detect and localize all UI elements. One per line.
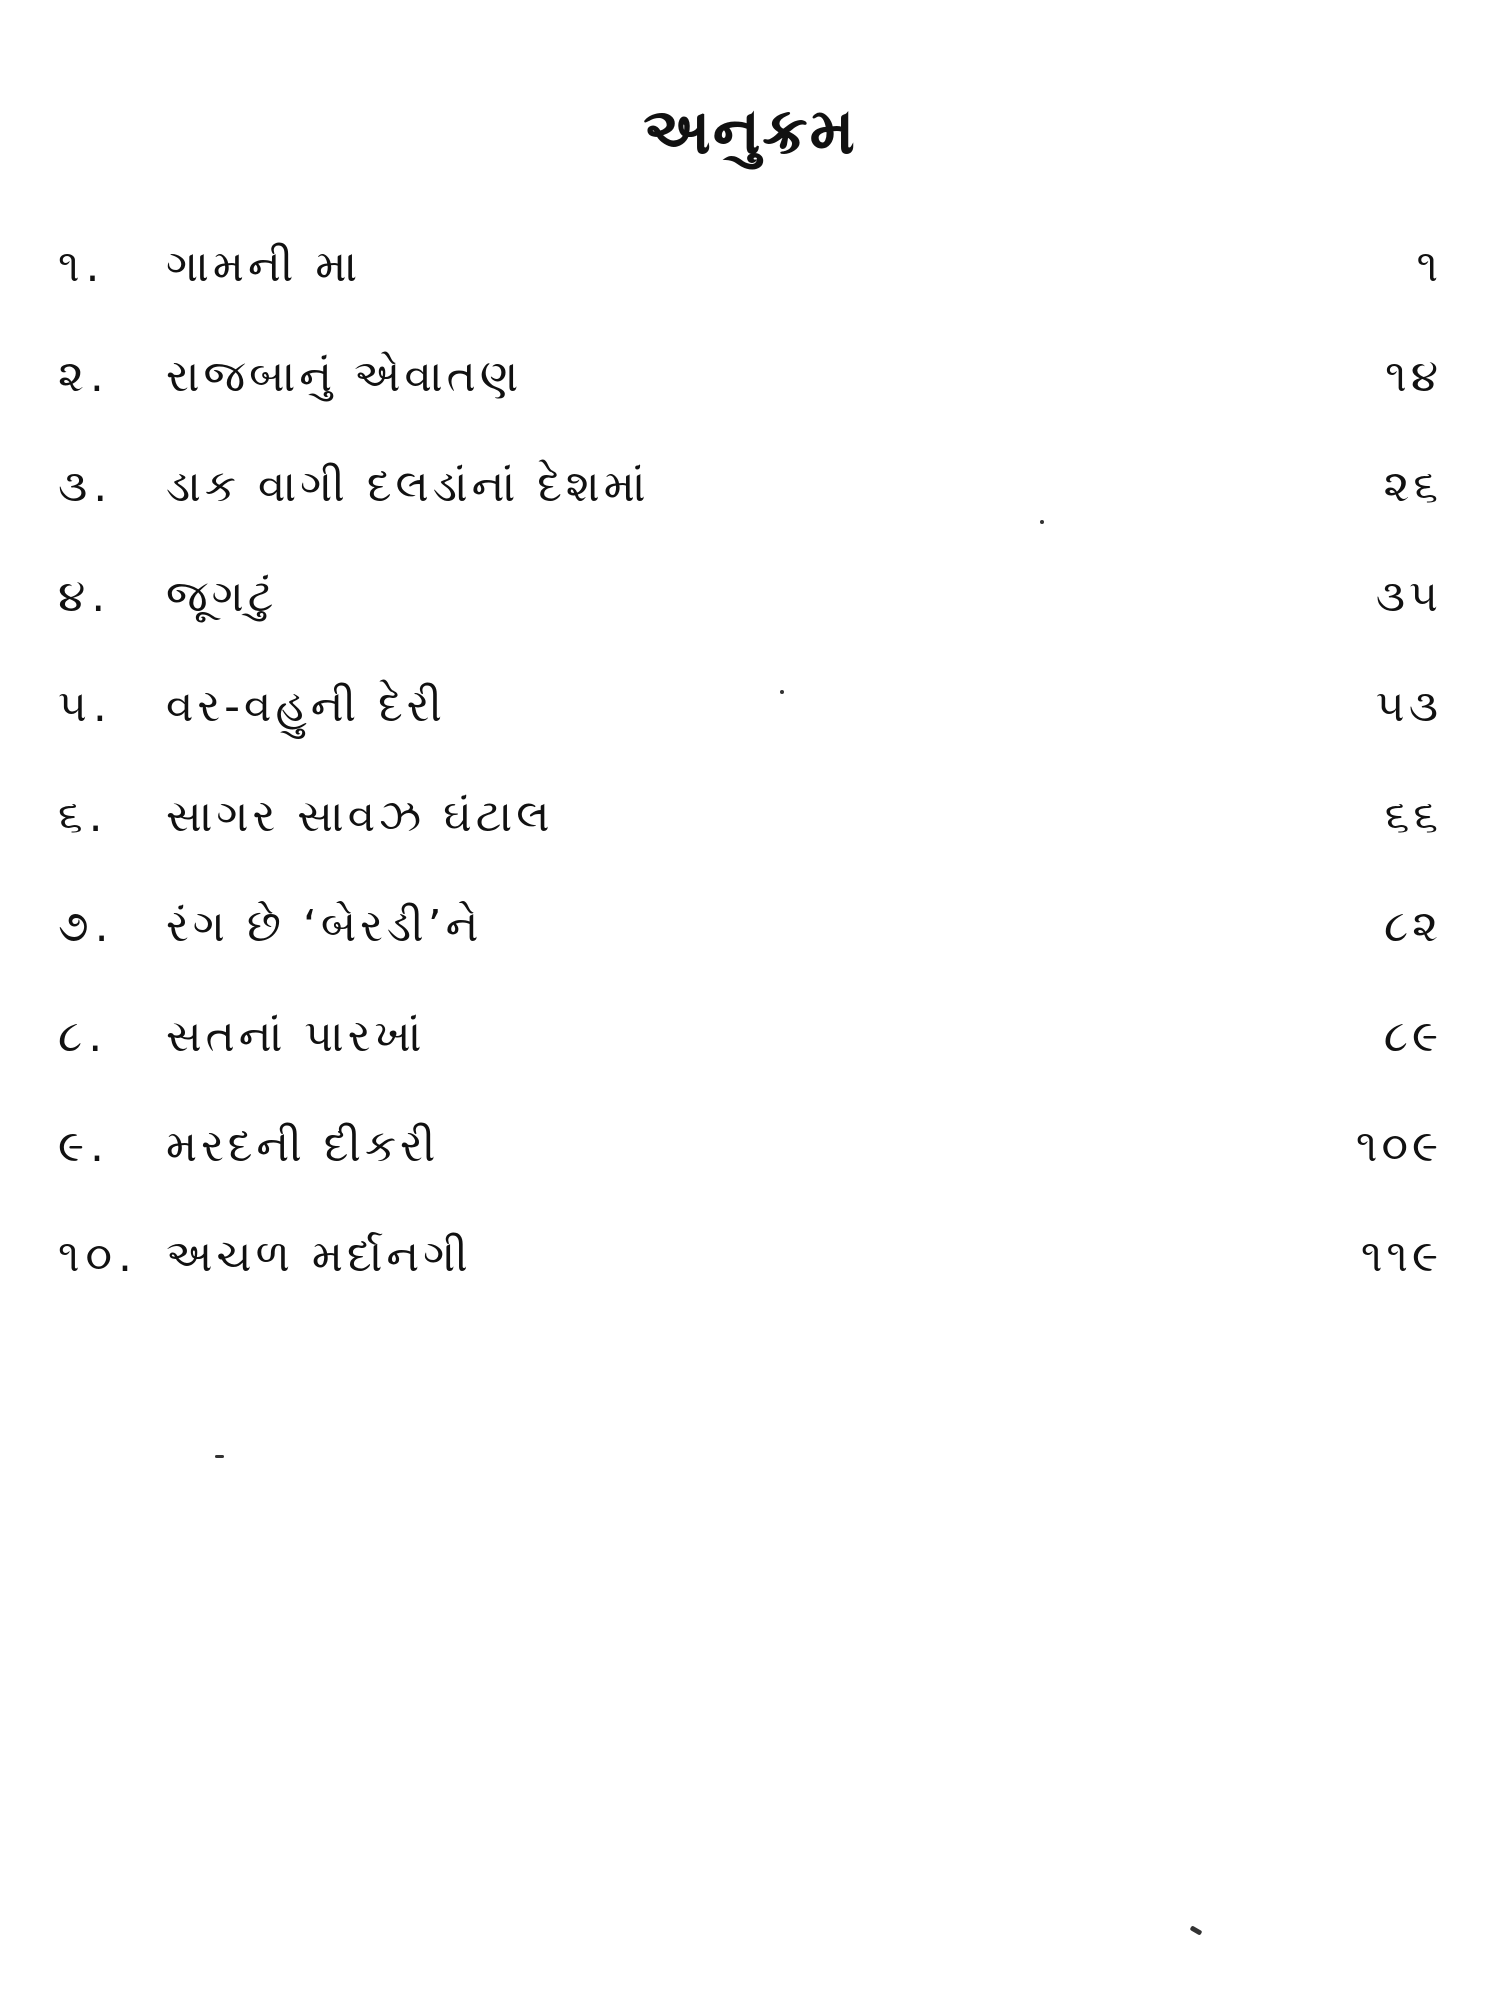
toc-entry-title: રાજબાનું એવાતણ — [166, 351, 523, 402]
toc-entry-title: સતનાં પારખાં — [166, 1011, 426, 1062]
toc-entry-page: ૬૬ — [1384, 791, 1442, 842]
toc-entry-number: ૧. — [58, 241, 106, 292]
toc-entry-title: વર-વહુની દેરી — [166, 681, 447, 732]
toc-entry-number: ૭. — [58, 901, 115, 952]
toc-entry-title: રંગ છે ‘બેરડી’ને — [166, 901, 483, 952]
toc-entry-page: ૫૩ — [1375, 681, 1442, 732]
toc-entry-title: ડાક વાગી દલડાંનાં દેશમાં — [166, 461, 650, 512]
toc-entry-number: ૨. — [58, 351, 110, 402]
toc-entry-page: ૮૯ — [1383, 1011, 1442, 1062]
toc-entry-page: ૧૪ — [1385, 351, 1442, 402]
toc-entry — [0, 982, 1500, 1092]
toc-entry-page: ૨૬ — [1383, 461, 1442, 512]
toc-entry — [0, 872, 1500, 982]
toc-entry-number: ૧૦. — [58, 1231, 139, 1282]
toc-entry-number: ૪. — [58, 571, 112, 622]
table-of-contents — [0, 212, 1500, 1312]
toc-entry — [0, 432, 1500, 542]
toc-entry — [0, 322, 1500, 432]
scan-speck — [215, 1455, 224, 1458]
scan-speck — [1190, 1925, 1203, 1935]
toc-entry-page: ૧૧૯ — [1360, 1231, 1442, 1282]
toc-entry-page: ૧૦૯ — [1355, 1121, 1442, 1172]
toc-entry-number: ૮. — [58, 1011, 109, 1062]
toc-entry-title: સાગર સાવઝ ઘંટાલ — [166, 791, 554, 842]
toc-entry-title: જૂગટું — [166, 571, 278, 622]
toc-entry-page: ૩૫ — [1375, 571, 1442, 622]
toc-entry-number: ૬. — [58, 791, 109, 842]
toc-entry — [0, 652, 1500, 762]
toc-entry-title: અચળ મર્દાનગી — [166, 1231, 472, 1282]
toc-entry-number: ૯. — [58, 1121, 111, 1172]
toc-entry-title: ગામની મા — [166, 241, 362, 292]
toc-entry-number: ૩. — [58, 461, 114, 512]
toc-entry-page: ૮૨ — [1383, 901, 1442, 952]
toc-entry — [0, 1092, 1500, 1202]
toc-entry-page: ૧ — [1416, 241, 1442, 292]
toc-entry-title: મરદની દીકરી — [166, 1121, 440, 1172]
page-title: અનુક્રમ — [643, 94, 857, 169]
scan-speck — [1040, 520, 1044, 524]
toc-entry-number: ૫. — [58, 681, 113, 732]
toc-entry — [0, 762, 1500, 872]
toc-entry — [0, 212, 1500, 322]
toc-entry — [0, 542, 1500, 652]
toc-entry — [0, 1202, 1500, 1312]
scan-speck — [780, 690, 784, 694]
